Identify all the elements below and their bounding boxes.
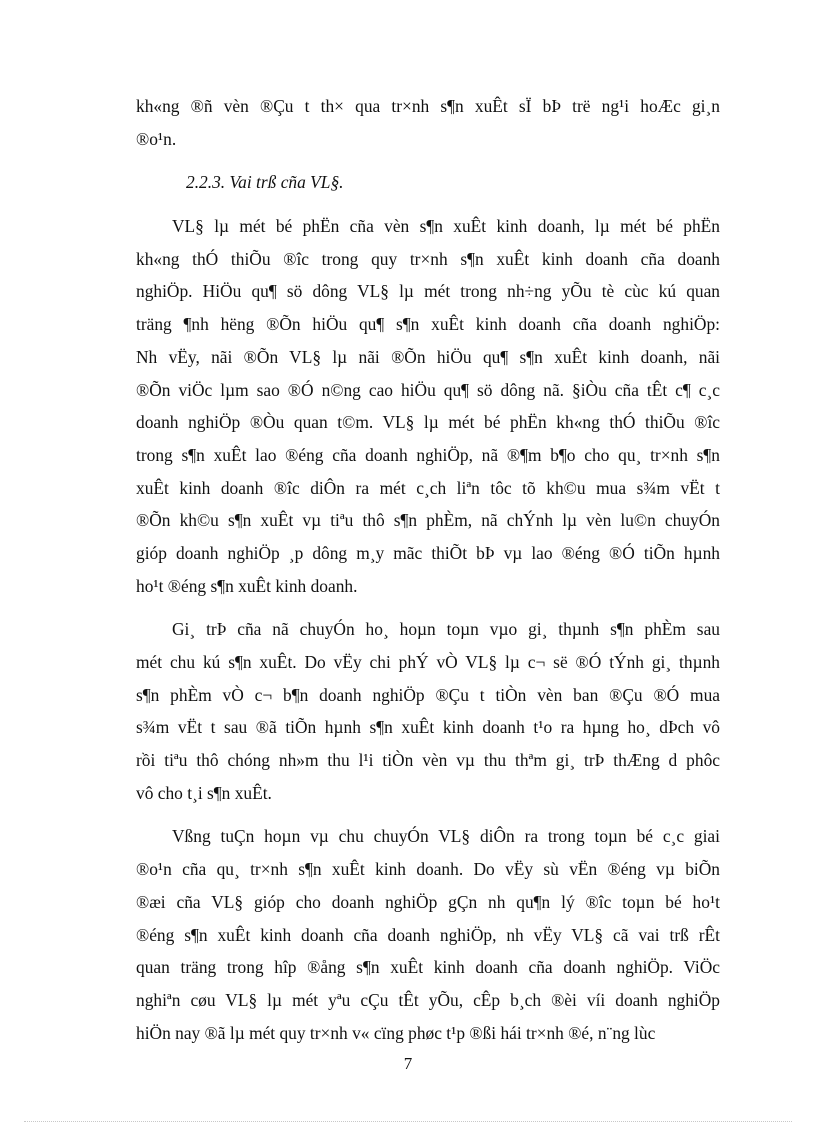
text-line: vô cho t¸i s¶n xuÊt. <box>136 782 272 803</box>
text-line: quan träng trong hîp ®ång s¶n xuÊt kinh doanh cña doanh nghiÖp. ViÖc <box>136 957 720 978</box>
text-line: Gi¸ trÞ cña nã chuyÓn ho¸ hoµn toµn vµo gi¸ thµnh s¶n phÈm sau <box>172 619 720 640</box>
text-line: 2.2.3. Vai trß cña VL§. <box>186 172 344 193</box>
page-number: 7 <box>403 1054 413 1073</box>
text-line: träng ¶nh hëng ®Õn hiÖu qu¶ s¶n xuÊt kinh doanh cña doanh nghiÖp: <box>136 314 720 335</box>
text-line: Vßng tuÇn hoµn vµ chu chuyÓn VL§ diÔn ra trong toµn bé c¸c giai <box>172 826 720 847</box>
paragraph <box>136 90 720 155</box>
text-line: Nh vËy, nãi ®Õn VL§ lµ nãi ®Õn hiÖu qu¶ s¶n xuÊt kinh doanh, nãi <box>136 346 720 367</box>
text-line: ho¹t ®éng s¶n xuÊt kinh doanh. <box>136 575 358 596</box>
text-line: rồi tiªu thô chóng nh»m thu l¹i tiÒn vèn vµ thu thªm gi¸ trÞ thÆng d phôc <box>136 750 720 771</box>
text-line: kh«ng thÓ thiÕu ®îc trong quy tr×nh s¶n xuÊt kinh doanh cña doanh <box>136 248 720 269</box>
text-line: ®Õn kh©u s¶n xuÊt vµ tiªu thô s¶n phÈm, nã chÝnh lµ vèn lu©n chuyÓn <box>136 510 720 531</box>
text-line: gióp doanh nghiÖp ¸p dông m¸y mãc thiÕt bÞ vµ lao ®éng ®Ó tiÕn hµnh <box>136 542 720 563</box>
text-line: hiÖn nay ®ã lµ mét quy tr×nh v« cïng phøc t¹p ®ßi hái tr×nh ®é, n¨ng lùc <box>136 1022 656 1043</box>
paragraph <box>136 820 720 1049</box>
text-line: ®æi cña VL§ gióp cho doanh nghiÖp gÇn nh qu¶n lý ®îc toµn bé ho¹t <box>136 891 720 912</box>
text-line: VL§ lµ mét bé phËn cña vèn s¶n xuÊt kinh doanh, lµ mét bé phËn <box>172 216 720 237</box>
text-line: nghiªn cøu VL§ lµ mét yªu cÇu tÊt yÕu, cÊp b¸ch ®èi víi doanh nghiÖp <box>136 989 720 1010</box>
text-line: nghiÖp. HiÖu qu¶ sö dông VL§ lµ mét trong nh÷ng yÕu tè cùc kú quan <box>136 281 720 302</box>
text-line: s¾m vËt t sau ®ã tiÕn hµnh s¶n xuÊt kinh doanh t¹o ra hµng ho¸ dÞch vô <box>136 717 720 738</box>
text-line: trong s¶n xuÊt lao ®éng cña doanh nghiÖp, nã ®¶m b¶o cho qu¸ tr×nh s¶n <box>136 444 720 465</box>
text-line: xuÊt kinh doanh ®îc diÔn ra mét c¸ch liªn tôc tõ kh©u mua s¾m vËt t <box>136 477 720 498</box>
paragraph <box>136 613 720 809</box>
text-line: mét chu kú s¶n xuÊt. Do vËy chi phÝ vÒ VL§ lµ c¬ së ®Ó tÝnh gi¸ thµnh <box>136 652 720 672</box>
text-line: ®o¹n cña qu¸ tr×nh s¶n xuÊt kinh doanh. Do vËy sù vËn ®éng vµ biÕn <box>136 859 720 880</box>
text-line: ®éng s¶n xuÊt kinh doanh cña doanh nghiÖp, nh vËy VL§ cã vai trß rÊt <box>136 924 720 945</box>
body-text <box>136 90 720 1049</box>
section-heading <box>136 166 720 199</box>
text-line: s¶n phÈm vÒ c¬ b¶n doanh nghiÖp ®Çu t tiÒn vèn ban ®Çu ®Ó mua <box>136 684 720 705</box>
text-line: kh«ng ®ñ vèn ®Çu t th× qua tr×nh s¶n xuÊt sÏ bÞ trë ng¹i hoÆc gi¸n <box>136 96 720 116</box>
text-line: ®o¹n. <box>136 128 177 149</box>
text-line: ®Õn viÖc lµm sao ®Ó n©ng cao hiÖu qu¶ sö dông nã. §iÒu cña tÊt c¶ c¸c <box>136 379 720 400</box>
text-line: doanh nghiÖp ®Òu quan t©m. VL§ lµ mét bé phËn kh«ng thÓ thiÕu ®îc <box>136 412 720 433</box>
footer-divider <box>24 1121 792 1122</box>
paragraph <box>136 210 720 602</box>
